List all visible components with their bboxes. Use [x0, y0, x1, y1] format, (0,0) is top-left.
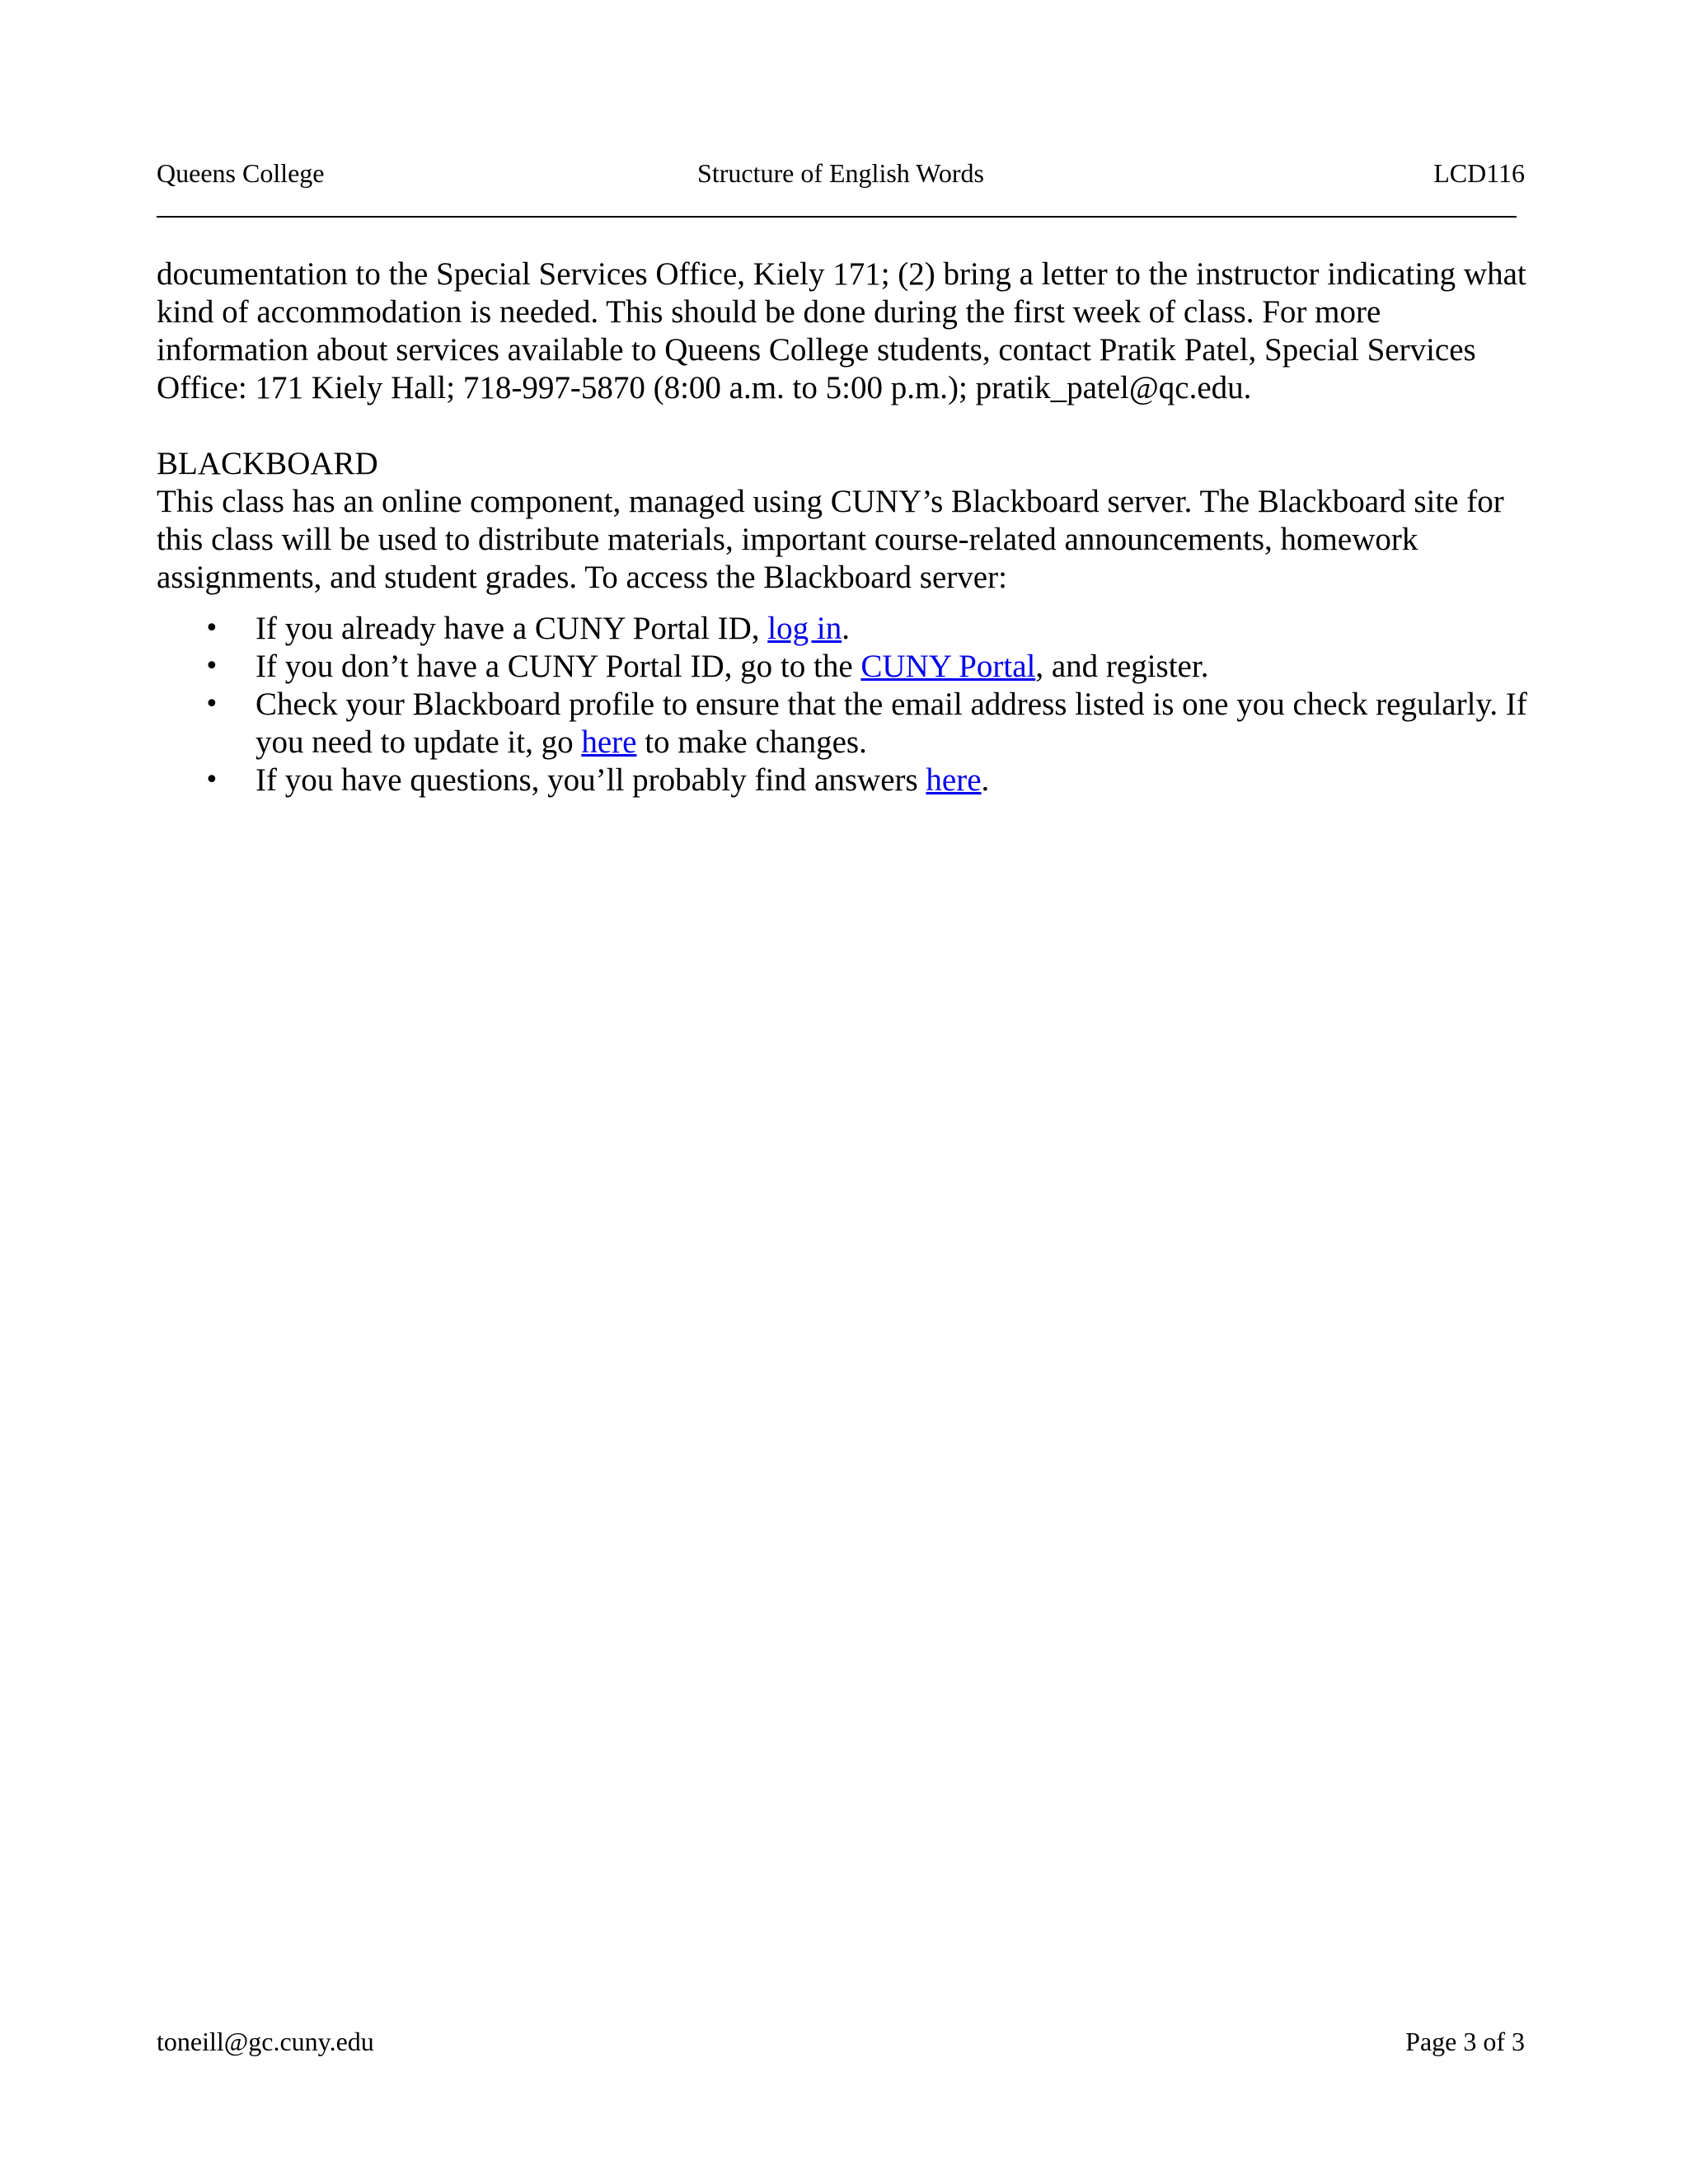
list-item-text: , and register.	[1035, 649, 1209, 684]
header-course-title: Structure of English Words	[697, 158, 984, 188]
blackboard-access-list	[157, 610, 1533, 799]
log-in-link[interactable]: log in	[767, 611, 842, 646]
bullet-icon: •	[204, 766, 219, 794]
list-item	[157, 648, 1533, 686]
list-item	[157, 610, 1533, 648]
list-item	[157, 762, 1533, 799]
header-divider	[157, 216, 1517, 218]
page-footer	[157, 2023, 1525, 2064]
section-heading-blackboard: BLACKBOARD	[157, 446, 378, 481]
list-item-text: If you have questions, you’ll probably find answers	[256, 762, 926, 798]
header-institution: Queens College	[157, 158, 325, 188]
footer-email: toneill@gc.cuny.edu	[157, 2027, 374, 2056]
bullet-icon: •	[204, 614, 219, 643]
list-item-text: .	[842, 611, 850, 646]
header-course-code: LCD116	[1433, 158, 1525, 188]
cuny-portal-link[interactable]: CUNY Portal	[860, 649, 1036, 684]
list-item-text: If you already have a CUNY Portal ID,	[256, 611, 768, 646]
list-item-text: .	[981, 762, 990, 798]
document-body	[157, 255, 1533, 799]
intro-paragraph: documentation to the Special Services Office, Kiely 171; (2) bring a letter to the instructor indicating what kind of accommodation is needed. This should be done during the first week of class. For more information about services available to Queens College students, contact Pratik Patel, Special Services Office: 171 Kiely Hall; 718-997-5870 (8:00 a.m. to 5:00 p.m.); pratik_patel@qc.edu.	[157, 256, 1526, 405]
list-item-text: If you don’t have a CUNY Portal ID, go to the	[256, 649, 861, 684]
page-number: Page 3 of 3	[1405, 2027, 1525, 2056]
update-profile-link[interactable]: here	[581, 724, 637, 760]
bullet-icon: •	[204, 652, 219, 681]
help-answers-link[interactable]: here	[926, 762, 982, 798]
list-item-text: Check your Blackboard profile to ensure that the email address listed is one you check regularly. If you need to update it, go	[256, 687, 1527, 760]
list-item-text: to make changes.	[636, 724, 867, 760]
bullet-icon: •	[204, 690, 219, 719]
blackboard-paragraph: This class has an online component, managed using CUNY’s Blackboard server. The Blackboard site for this class will be used to distribute materials, important course-related announcements, homework assignments, and student grades. To access the Blackboard server:	[157, 484, 1504, 595]
page-header	[157, 155, 1525, 196]
list-item	[157, 686, 1533, 762]
